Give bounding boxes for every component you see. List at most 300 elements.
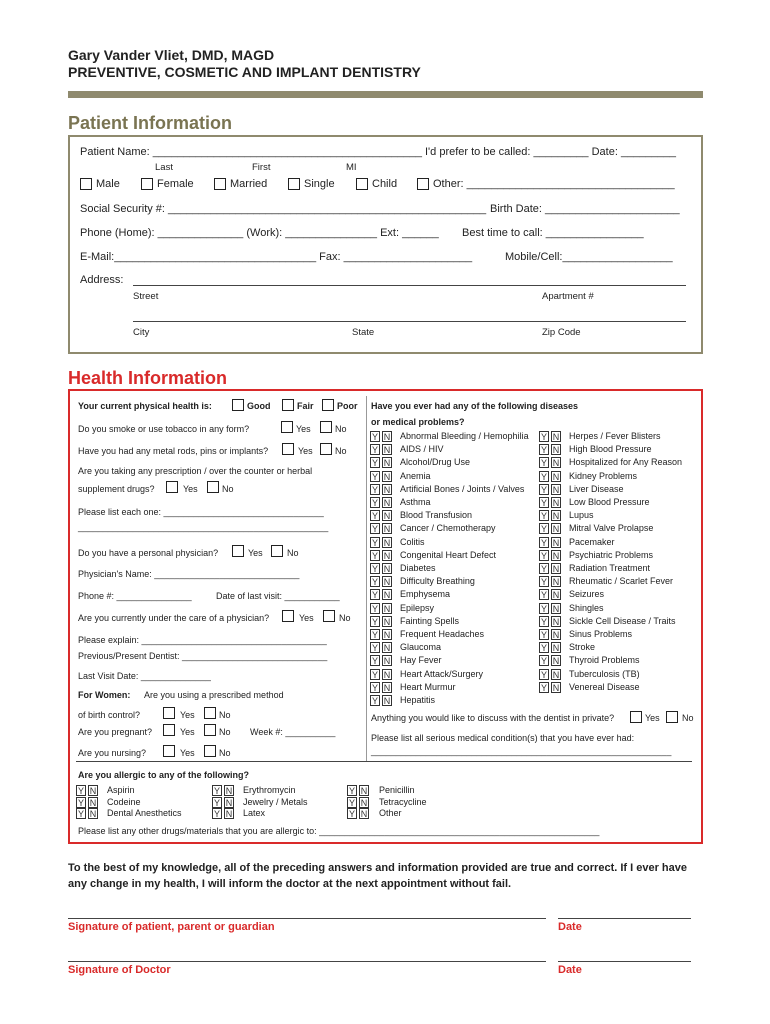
allergy-item-label: Codeine	[107, 796, 141, 807]
other-checkbox[interactable]	[417, 178, 429, 190]
disease-left-10-yn	[370, 563, 392, 574]
disease-left-9-no-box[interactable]: N	[383, 550, 391, 561]
nursing-question: Are you nursing?	[78, 748, 147, 758]
allergy_col3-0-no-box[interactable]: N	[360, 786, 368, 796]
allergy_col3-0-yn	[347, 785, 369, 796]
disease-right-1-no-box[interactable]: N	[552, 445, 560, 456]
disease-right-19-yn	[539, 682, 561, 693]
allergy-item-label: Latex	[243, 808, 266, 818]
address-label: Address:	[80, 274, 124, 286]
disease-left-label: Alcohol/Drug Use	[400, 457, 471, 468]
patient-date-label: Date	[558, 921, 582, 933]
good-label: Good	[247, 401, 271, 411]
allergy-item-label: Other	[379, 808, 402, 818]
disease-right-12-yes-box[interactable]: Y	[540, 590, 547, 601]
care-yes-checkbox[interactable]	[282, 610, 294, 622]
pregnant-no-label: No	[219, 727, 231, 737]
disease-left-label: Glaucoma	[400, 642, 442, 653]
disease-left-9-yn	[370, 550, 392, 561]
disease-left-7-yes-box[interactable]: Y	[371, 524, 378, 535]
doctor-date-label: Date	[558, 964, 582, 976]
pregnant-yes-checkbox[interactable]	[163, 724, 175, 736]
male-label: Male	[96, 178, 120, 190]
female-checkbox[interactable]	[141, 178, 153, 190]
physician-phone-field[interactable]: Phone #: _______________	[78, 591, 192, 601]
disease-right-5-yn	[539, 497, 561, 508]
tobacco-question: Do you smoke or use tobacco in any form?	[78, 424, 250, 434]
last-label: Last	[155, 162, 173, 173]
disease-right-2-yn	[539, 457, 561, 468]
rx-yes-label: Yes	[183, 484, 198, 494]
patient-info-title: Patient Information	[68, 113, 233, 133]
disease-right-14-yes-box[interactable]: Y	[540, 616, 547, 627]
birth-control-yes-checkbox[interactable]	[163, 707, 175, 719]
disease-left-label: Hay Fever	[400, 655, 442, 666]
disease-right-17-no-box[interactable]: N	[552, 656, 560, 667]
disease-left-2-no-box[interactable]: N	[383, 458, 391, 469]
metal-question: Have you had any metal rods, pins or implants?	[78, 446, 269, 456]
disease-right-label: Tuberculosis (TB)	[569, 668, 640, 679]
physical-health-label: Your current physical health is:	[78, 401, 212, 411]
allergy_col2-0-yn	[212, 785, 234, 796]
disease-left-7-yn	[370, 523, 392, 534]
disease-right-7-no-box[interactable]: N	[552, 524, 560, 535]
disease-left-18-yes-box[interactable]: Y	[371, 669, 378, 680]
tobacco-no-label: No	[335, 424, 347, 434]
male-checkbox[interactable]	[80, 178, 92, 190]
disease-left-0-no-box[interactable]: N	[383, 432, 391, 442]
last-visit-field[interactable]: Date of last visit: ___________	[216, 591, 340, 601]
attestation-statement: To the best of my knowledge, all of the preceding answers and information provided are true and correct. If I ever have any change in my health, I will inform the doctor at the next appointment without fail.	[68, 862, 687, 890]
week-field[interactable]: Week #: __________	[250, 727, 336, 737]
disease-left-19-no-box[interactable]: N	[383, 682, 391, 693]
metal-yes-label: Yes	[298, 446, 313, 456]
disease-left-11-yes-box[interactable]: Y	[371, 577, 378, 588]
allergy_col2-1-no-box[interactable]: N	[225, 797, 233, 808]
disease-right-3-yes-box[interactable]: Y	[540, 471, 547, 482]
disease-right-4-no-box[interactable]: N	[552, 484, 560, 495]
disease-left-6-yes-box[interactable]: Y	[371, 511, 378, 522]
zip-label: Zip Code	[542, 327, 581, 338]
disease-left-8-yn	[370, 537, 392, 548]
disease-left-label: Frequent Headaches	[400, 629, 485, 639]
disease-right-label: Psychiatric Problems	[569, 549, 654, 560]
disease-left-12-yn	[370, 589, 392, 600]
birth-date-field[interactable]: Birth Date: ______________________	[490, 203, 680, 215]
disease-right-10-no-box[interactable]: N	[552, 564, 560, 574]
disease-left-13-yes-box[interactable]: Y	[371, 603, 378, 614]
disease-left-8-no-box[interactable]: N	[383, 537, 391, 548]
allergy_col3-2-no-box[interactable]: N	[360, 809, 368, 819]
disease-right-8-yn	[539, 537, 561, 548]
disease-left-label: Hepatitis	[400, 695, 436, 705]
disease-left-0-yn	[370, 431, 392, 442]
disease-right-4-yes-box[interactable]: Y	[540, 484, 547, 495]
disease-right-label: Sinus Problems	[569, 629, 633, 639]
birth-control-no-checkbox[interactable]	[204, 707, 216, 719]
married-checkbox[interactable]	[214, 178, 226, 190]
birth-control-yes-label: Yes	[180, 710, 195, 720]
disease-left-4-yes-box[interactable]: Y	[371, 484, 378, 495]
best-time-field[interactable]: Best time to call: ________________	[462, 227, 644, 239]
disease-right-18-yn	[539, 669, 561, 680]
disease-right-18-no-box[interactable]: N	[552, 669, 560, 680]
pregnant-no-checkbox[interactable]	[204, 724, 216, 736]
city-label: City	[133, 327, 150, 338]
disease-left-16-yes-box[interactable]: Y	[371, 643, 378, 654]
disease-left-15-no-box[interactable]: N	[383, 630, 391, 640]
disease-left-10-yes-box[interactable]: Y	[371, 564, 378, 574]
disease-right-9-no-box[interactable]: N	[552, 550, 560, 561]
birth-control-question-2: of birth control?	[78, 710, 141, 720]
disease-right-2-yes-box[interactable]: Y	[540, 458, 547, 469]
disease-left-1-no-box[interactable]: N	[383, 445, 391, 456]
female-label: Female	[157, 178, 194, 190]
disease-right-17-yn	[539, 655, 561, 666]
private-yes-checkbox[interactable]	[630, 711, 642, 723]
disease-right-8-no-box[interactable]: N	[552, 537, 560, 548]
physician-no-label: No	[287, 548, 299, 558]
doctor-date-line[interactable]	[558, 961, 691, 962]
disease-right-10-yes-box[interactable]: Y	[540, 564, 547, 574]
disease-left-6-no-box[interactable]: N	[383, 511, 391, 522]
disease-left-label: Fainting Spells	[400, 615, 460, 626]
disease-right-16-no-box[interactable]: N	[552, 643, 560, 654]
disease-left-label: AIDS / HIV	[400, 444, 444, 455]
patient-date-line[interactable]	[558, 918, 691, 919]
physician-name-field[interactable]: Physician's Name: _____________________________	[78, 569, 300, 579]
disease-left-5-yes-box[interactable]: Y	[371, 498, 378, 508]
disease-right-15-yes-box[interactable]: Y	[540, 630, 547, 640]
disease-left-0-yes-box[interactable]: Y	[371, 432, 378, 442]
allergy_col2-2-yes-box[interactable]: Y	[213, 809, 220, 819]
disease-left-label: Anemia	[400, 470, 431, 481]
patient-signature-label: Signature of patient, parent or guardian	[68, 921, 275, 933]
disease-left-17-no-box[interactable]: N	[383, 656, 391, 667]
allergy-question: Are you allergic to any of the following?	[78, 770, 250, 780]
disease-left-13-no-box[interactable]: N	[383, 603, 391, 614]
explain-field[interactable]: Please explain: _____________________________________	[78, 635, 327, 645]
metal-yes-checkbox[interactable]	[282, 443, 294, 455]
street-line[interactable]	[133, 285, 686, 286]
allergy_col3-2-yn	[347, 808, 369, 819]
disease-right-7-yn	[539, 523, 561, 534]
disease-right-19-yes-box[interactable]: Y	[540, 682, 547, 693]
care-no-label: No	[339, 613, 351, 623]
phone-field[interactable]: Phone (Home): ______________ (Work): _______________ Ext: ______	[80, 227, 439, 239]
patient-name-field[interactable]: Patient Name: ____________________________________________ I'd prefer to be called: _________ Date: _________	[80, 146, 677, 158]
disease-right-label: Liver Disease	[569, 483, 624, 494]
disease-right-5-no-box[interactable]: N	[552, 498, 560, 508]
disease-right-11-yes-box[interactable]: Y	[540, 577, 547, 588]
disease-left-label: Difficulty Breathing	[400, 576, 475, 587]
disease-right-label: High Blood Pressure	[569, 444, 652, 455]
disease-right-label: Herpes / Fever Blisters	[569, 431, 661, 441]
disease-left-12-yes-box[interactable]: Y	[371, 590, 378, 601]
disease-left-10-no-box[interactable]: N	[383, 564, 391, 574]
disease-left-19-yn	[370, 682, 392, 693]
tobacco-no-checkbox[interactable]	[320, 421, 332, 433]
header-divider	[68, 91, 703, 98]
disease-right-11-no-box[interactable]: N	[552, 577, 560, 588]
care-no-checkbox[interactable]	[323, 610, 335, 622]
private-no-label: No	[682, 713, 694, 723]
nursing-yes-label: Yes	[180, 748, 195, 758]
disease-right-0-yn	[539, 431, 561, 442]
disease-right-0-no-box[interactable]: N	[552, 432, 560, 442]
rx-list-line[interactable]: __________________________________________________	[78, 522, 329, 532]
disease-right-18-yes-box[interactable]: Y	[540, 669, 547, 680]
street-label: Street	[133, 291, 159, 302]
disease-left-label: Colitis	[400, 536, 425, 547]
practice-name: Gary Vander Vliet, DMD, MAGD	[68, 47, 275, 63]
doctor-signature-label: Signature of Doctor	[68, 964, 171, 976]
disease-left-label: Artificial Bones / Joints / Valves	[400, 483, 525, 494]
dentist-field[interactable]: Previous/Present Dentist: _____________________________	[78, 651, 328, 661]
disease-right-label: Kidney Problems	[569, 470, 638, 481]
disease-right-12-no-box[interactable]: N	[552, 590, 560, 601]
child-checkbox[interactable]	[356, 178, 368, 190]
disease-left-5-no-box[interactable]: N	[383, 498, 391, 508]
allergy-item-label: Penicillin	[379, 785, 415, 795]
rx-no-label: No	[222, 484, 234, 494]
allergy_col3-1-no-box[interactable]: N	[360, 797, 368, 808]
physician-question: Do you have a personal physician?	[78, 548, 219, 558]
disease-left-16-yn	[370, 642, 392, 653]
disease-right-1-yes-box[interactable]: Y	[540, 445, 547, 456]
serious-conditions-label: Please list all serious medical condition(s) that you have ever had:	[371, 733, 635, 743]
disease-right-label: Low Blood Pressure	[569, 497, 650, 507]
disease-left-18-no-box[interactable]: N	[383, 669, 391, 680]
allergy_col1-0-yn	[76, 785, 98, 796]
disease-right-13-yes-box[interactable]: Y	[540, 603, 547, 614]
disease-right-2-no-box[interactable]: N	[552, 458, 560, 469]
disease-left-15-yes-box[interactable]: Y	[371, 630, 378, 640]
disease-right-label: Hospitalized for Any Reason	[569, 457, 683, 468]
disease-right-label: Sickle Cell Disease / Traits	[569, 615, 676, 626]
women-label: For Women:	[78, 690, 131, 700]
disease-left-label: Blood Transfusion	[400, 510, 473, 521]
diseases-question: Have you ever had any of the following diseases	[371, 401, 579, 411]
disease-right-14-yn	[539, 616, 561, 627]
disease-left-3-yes-box[interactable]: Y	[371, 471, 378, 482]
practice-tagline: PREVENTIVE, COSMETIC AND IMPLANT DENTISTRY	[68, 64, 421, 80]
disease-right-4-yn	[539, 484, 561, 495]
allergy-divider	[76, 761, 692, 762]
disease-right-15-no-box[interactable]: N	[552, 630, 560, 640]
email-fax-field[interactable]: E-Mail:_________________________________ Fax: _____________________	[80, 251, 473, 263]
allergy_col2-0-yes-box[interactable]: Y	[213, 786, 220, 796]
allergy_col1-0-no-box[interactable]: N	[89, 786, 97, 796]
disease-left-16-no-box[interactable]: N	[383, 643, 391, 654]
disease-right-7-yes-box[interactable]: Y	[540, 524, 547, 535]
private-question: Anything you would like to discuss with the dentist in private?	[371, 713, 615, 723]
disease-right-13-yn	[539, 603, 561, 614]
allergy_col2-2-yn	[212, 808, 234, 819]
single-label: Single	[304, 178, 335, 190]
other-field[interactable]: Other: __________________________________	[433, 178, 675, 190]
disease-right-3-no-box[interactable]: N	[552, 471, 560, 482]
disease-right-9-yes-box[interactable]: Y	[540, 550, 547, 561]
disease-left-label: Diabetes	[400, 563, 436, 573]
disease-right-label: Stroke	[569, 642, 596, 653]
mi-label: MI	[346, 162, 357, 173]
poor-checkbox[interactable]	[322, 399, 334, 411]
allergy_col3-0-yes-box[interactable]: Y	[348, 786, 355, 796]
disease-right-label: Lupus	[569, 510, 594, 521]
column-divider	[366, 396, 367, 761]
disease-left-11-no-box[interactable]: N	[383, 577, 391, 588]
state-label: State	[352, 327, 375, 338]
disease-left-12-no-box[interactable]: N	[383, 590, 391, 601]
disease-left-6-yn	[370, 510, 392, 521]
disease-right-label: Radiation Treatment	[569, 563, 651, 573]
disease-right-5-yes-box[interactable]: Y	[540, 498, 547, 508]
disease-right-12-yn	[539, 589, 561, 600]
disease-left-label: Abnormal Bleeding / Hemophilia	[400, 431, 529, 441]
disease-left-3-no-box[interactable]: N	[383, 471, 391, 482]
disease-left-20-no-box[interactable]: N	[383, 696, 391, 706]
allergy_col1-2-yn	[76, 808, 98, 819]
allergy_col1-1-yes-box[interactable]: Y	[77, 797, 84, 808]
private-no-checkbox[interactable]	[666, 711, 678, 723]
disease-left-label: Emphysema	[400, 589, 451, 600]
physician-no-checkbox[interactable]	[271, 545, 283, 557]
allergy_col1-1-no-box[interactable]: N	[89, 797, 97, 808]
disease-left-label: Epilepsy	[400, 602, 435, 613]
other-allergy-field[interactable]: Please list any other drugs/materials that you are allergic to: ________________________________________________________	[78, 826, 600, 836]
disease-left-14-yn	[370, 616, 392, 627]
disease-left-19-yes-box[interactable]: Y	[371, 682, 378, 693]
pregnant-yes-label: Yes	[180, 727, 195, 737]
disease-left-11-yn	[370, 576, 392, 587]
disease-left-2-yes-box[interactable]: Y	[371, 458, 378, 469]
allergy-item-label: Erythromycin	[243, 785, 296, 795]
allergy-item-label: Dental Anesthetics	[107, 808, 182, 818]
disease-left-1-yes-box[interactable]: Y	[371, 445, 378, 456]
rx-question: Are you taking any prescription / over the counter or herbal	[78, 466, 313, 476]
allergy_col1-0-yes-box[interactable]: Y	[77, 786, 84, 796]
allergy-item-label: Aspirin	[107, 785, 135, 795]
disease-right-8-yes-box[interactable]: Y	[540, 537, 547, 548]
disease-left-5-yn	[370, 497, 392, 508]
birth-control-no-label: No	[219, 710, 231, 720]
birth-control-question: Are you using a prescribed method	[144, 690, 284, 700]
disease-right-6-yn	[539, 510, 561, 521]
disease-right-6-yes-box[interactable]: Y	[540, 511, 547, 522]
nursing-no-label: No	[219, 748, 231, 758]
mobile-field[interactable]: Mobile/Cell:__________________	[505, 251, 673, 263]
fair-checkbox[interactable]	[282, 399, 294, 411]
tobacco-yes-checkbox[interactable]	[281, 421, 293, 433]
nursing-yes-checkbox[interactable]	[163, 745, 175, 757]
disease-right-9-yn	[539, 550, 561, 561]
disease-left-3-yn	[370, 471, 392, 482]
allergy_col1-2-no-box[interactable]: N	[89, 809, 97, 819]
doctor-signature-line[interactable]	[68, 961, 546, 962]
allergy_col2-0-no-box[interactable]: N	[225, 786, 233, 796]
disease-left-17-yn	[370, 655, 392, 666]
disease-right-label: Shingles	[569, 602, 604, 613]
disease-right-16-yes-box[interactable]: Y	[540, 643, 547, 654]
allergy_col2-1-yes-box[interactable]: Y	[213, 797, 220, 808]
allergy_col3-1-yes-box[interactable]: Y	[348, 797, 355, 808]
disease-left-18-yn	[370, 669, 392, 680]
private-yes-label: Yes	[645, 713, 660, 723]
single-checkbox[interactable]	[288, 178, 300, 190]
rx-question-2: supplement drugs?	[78, 484, 155, 494]
disease-right-14-no-box[interactable]: N	[552, 616, 560, 627]
good-checkbox[interactable]	[232, 399, 244, 411]
disease-right-label: Pacemaker	[569, 536, 615, 547]
fair-label: Fair	[297, 401, 314, 411]
nursing-no-checkbox[interactable]	[204, 745, 216, 757]
pregnant-question: Are you pregnant?	[78, 727, 153, 737]
rx-list-field[interactable]: Please list each one: ________________________________	[78, 507, 324, 517]
city-line[interactable]	[133, 321, 686, 322]
allergy_col3-1-yn	[347, 797, 369, 808]
disease-left-8-yes-box[interactable]: Y	[371, 537, 378, 548]
physician-yes-checkbox[interactable]	[232, 545, 244, 557]
care-question: Are you currently under the care of a physician?	[78, 613, 270, 623]
disease-right-17-yes-box[interactable]: Y	[540, 656, 547, 667]
disease-right-label: Mitral Valve Prolapse	[569, 523, 654, 534]
disease-right-1-yn	[539, 444, 561, 455]
allergy_col2-2-no-box[interactable]: N	[225, 809, 233, 819]
disease-left-20-yes-box[interactable]: Y	[371, 696, 378, 706]
disease-right-3-yn	[539, 471, 561, 482]
rx-yes-checkbox[interactable]	[166, 481, 178, 493]
ssn-field[interactable]: Social Security #: ____________________________________________________	[80, 203, 487, 215]
rx-no-checkbox[interactable]	[207, 481, 219, 493]
disease-left-14-yes-box[interactable]: Y	[371, 616, 378, 627]
metal-no-checkbox[interactable]	[320, 443, 332, 455]
disease-left-14-no-box[interactable]: N	[383, 616, 391, 627]
patient-signature-line[interactable]	[68, 918, 546, 919]
disease-right-label: Seizures	[569, 589, 605, 600]
disease-left-label: Congenital Heart Defect	[400, 549, 497, 560]
disease-left-9-yes-box[interactable]: Y	[371, 550, 378, 561]
tobacco-yes-label: Yes	[296, 424, 311, 434]
disease-left-label: Heart Attack/Surgery	[400, 668, 484, 679]
physician-yes-label: Yes	[248, 548, 263, 558]
disease-right-10-yn	[539, 563, 561, 574]
disease-left-20-yn	[370, 695, 392, 706]
serious-conditions-line[interactable]: ____________________________________________________________	[371, 746, 672, 756]
allergy_col1-2-yes-box[interactable]: Y	[77, 809, 84, 819]
disease-left-17-yes-box[interactable]: Y	[371, 656, 378, 667]
disease-left-7-no-box[interactable]: N	[383, 524, 391, 535]
allergy_col3-2-yes-box[interactable]: Y	[348, 809, 355, 819]
allergy-item-label: Jewelry / Metals	[243, 796, 308, 807]
poor-label: Poor	[337, 401, 358, 411]
metal-no-label: No	[335, 446, 347, 456]
care-yes-label: Yes	[299, 613, 314, 623]
disease-left-15-yn	[370, 629, 392, 640]
disease-right-19-no-box[interactable]: N	[552, 682, 560, 693]
diseases-question-2: or medical problems?	[371, 417, 465, 427]
first-label: First	[252, 162, 271, 173]
disease-left-label: Heart Murmur	[400, 681, 456, 692]
dentist-visit-field[interactable]: Last Visit Date: ______________	[78, 671, 211, 681]
disease-left-4-yn	[370, 484, 392, 495]
disease-right-6-no-box[interactable]: N	[552, 511, 560, 522]
disease-left-2-yn	[370, 457, 392, 468]
disease-right-13-no-box[interactable]: N	[552, 603, 560, 614]
disease-right-0-yes-box[interactable]: Y	[540, 432, 547, 442]
disease-left-4-no-box[interactable]: N	[383, 484, 391, 495]
disease-right-16-yn	[539, 642, 561, 653]
